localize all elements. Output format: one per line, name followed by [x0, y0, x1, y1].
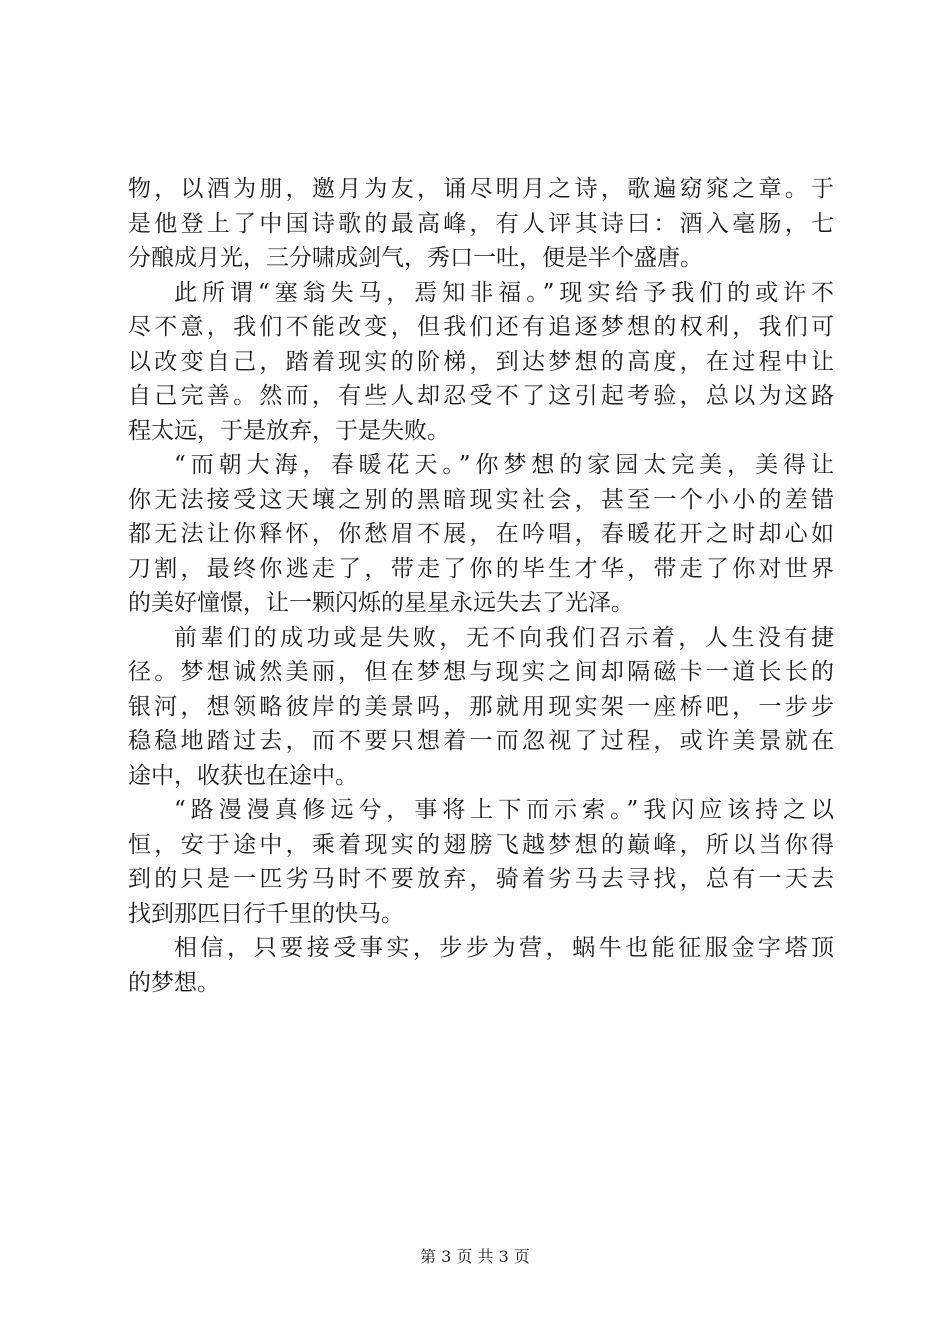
text-line: 以改变自己，踏着现实的阶梯，到达梦想的高度，在过程中让	[128, 348, 834, 375]
text-line: “而朝大海，春暖花天。”你梦想的家园太完美，美得让	[174, 452, 834, 478]
text-line: “路漫漫真修远兮，事将上下而示索。”我闪应该持之以	[174, 797, 834, 823]
text-line: 是他登上了中国诗歌的最高峰，有人评其诗曰：酒入毫肠，七	[128, 210, 834, 237]
text-line: 此所谓“塞翁失马，焉知非福。”现实给予我们的或许不	[174, 279, 834, 306]
text-line: 找到那匹日行千里的快马。	[128, 900, 404, 927]
text-line: 相信，只要接受事实，步步为营，蜗牛也能征服金字塔顶	[174, 935, 834, 961]
text-line: 前辈们的成功或是失败，无不向我们召示着，人生没有捷	[174, 624, 834, 651]
text-line: 径。梦想诚然美丽，但在梦想与现实之间却隔磁卡一道长长的	[128, 659, 834, 685]
page-number-footer: 第 3 页 共 3 页	[420, 1247, 530, 1266]
text-line: 到的只是一匹劣马时不要放弃，骑着劣马去寻找，总有一天去	[128, 866, 834, 892]
text-line: 尽不意，我们不能改变，但我们还有追逐梦想的权利，我们可	[128, 314, 834, 340]
text-line: 都无法让你释怀，你愁眉不展，在吟唱，春暖花开之时却心如	[128, 521, 834, 547]
text-line: 恒，安于途中，乘着现实的翅膀飞越梦想的巅峰，所以当你得	[128, 831, 834, 858]
text-line: 程太远，于是放弃，于是失败。	[128, 417, 450, 444]
text-line: 的梦想。	[128, 969, 220, 996]
text-line: 自己完善。然而，有些人却忍受不了这引起考验，总以为这路	[128, 383, 834, 409]
text-line: 分酿成月光，三分啸成剑气，秀口一吐，便是半个盛唐。	[128, 245, 703, 271]
body-text	[128, 172, 834, 1000]
text-line: 稳稳地踏过去，而不要只想着一而忽视了过程，或许美景就在	[128, 728, 834, 754]
text-line: 银河，想领略彼岸的美景吗，那就用现实架一座桥吧，一步步	[128, 693, 834, 720]
text-line: 物，以酒为朋，邀月为友，诵尽明月之诗，歌遍窈窕之章。于	[128, 176, 834, 202]
text-line: 刀割，最终你逃走了，带走了你的毕生才华，带走了你对世界	[128, 555, 834, 582]
text-line: 的美好憧憬，让一颗闪烁的星星永远失去了光泽。	[128, 590, 634, 616]
text-line: 途中，收获也在途中。	[128, 762, 358, 789]
text-line: 你无法接受这天壤之别的黑暗现实社会，甚至一个小小的差错	[128, 486, 834, 513]
